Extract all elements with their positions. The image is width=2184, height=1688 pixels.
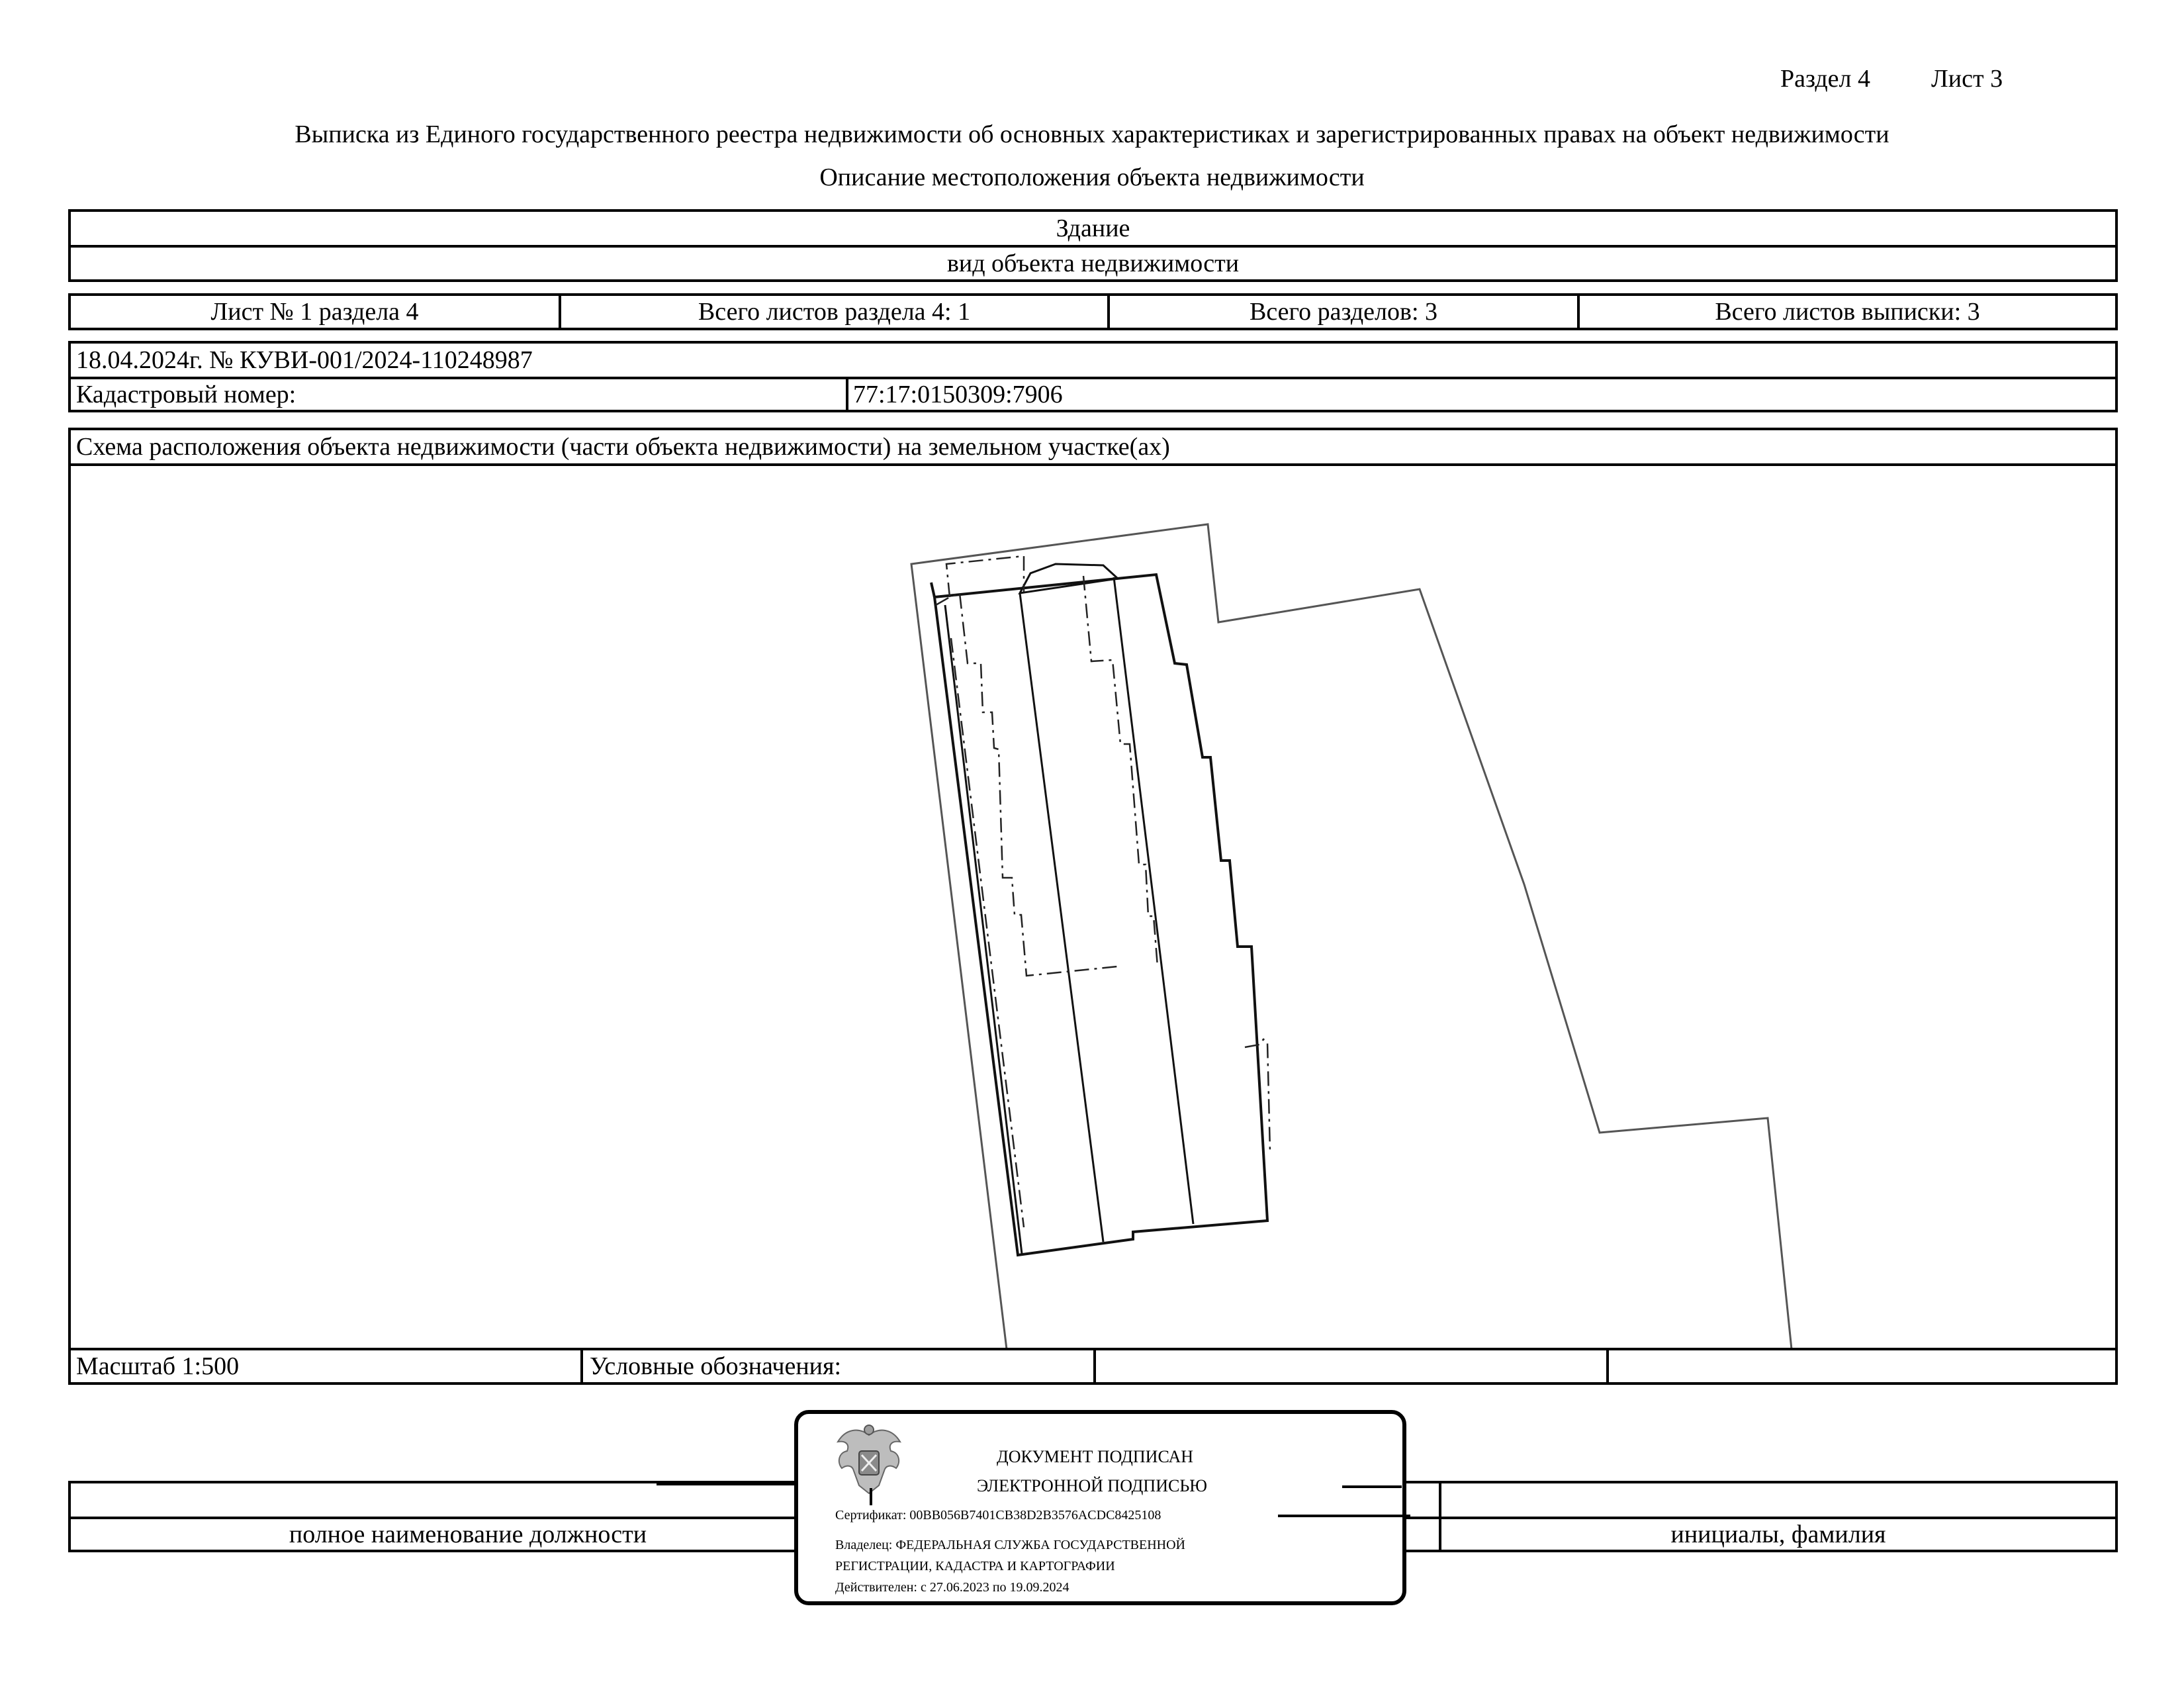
document-title: Выписка из Единого государственного реестра недвижимости об основных характеристиках и зарегистрированных правах на объект недвижимости — [295, 120, 1889, 148]
scheme-block — [68, 428, 2118, 1385]
name-caption: инициалы, фамилия — [1670, 1521, 1886, 1548]
electronic-signature-stamp — [794, 1410, 1406, 1605]
stamp-line-2: ЭЛЕКТРОННОЙ ПОДПИСЬЮ — [977, 1476, 1207, 1495]
building-top-cap — [1020, 564, 1118, 593]
building-wall-right — [1114, 577, 1193, 1224]
section-label: Раздел 4 — [1780, 65, 1870, 93]
sheet-number: Лист № 1 раздела 4 — [210, 298, 419, 326]
total-sheets-extract: Всего листов выписки: 3 — [1715, 298, 1980, 326]
stamp-connector-left — [657, 1483, 798, 1485]
cadastral-label: Кадастровый номер: — [76, 381, 296, 408]
record-block — [68, 341, 2118, 412]
stamp-line-1: ДОКУМЕНТ ПОДПИСАН — [997, 1447, 1194, 1466]
record-date-number: 18.04.2024г. № КУВИ-001/2024-110248987 — [76, 346, 533, 374]
object-part-contour-inner — [951, 638, 1024, 1227]
total-sections: Всего разделов: 3 — [1249, 298, 1438, 326]
object-type-block — [68, 209, 2118, 282]
stamp-valid: Действителен: с 27.06.2023 по 19.09.2024 — [835, 1580, 1069, 1595]
sheet-label: Лист 3 — [1931, 65, 2003, 93]
land-parcel-boundary — [911, 524, 1792, 1349]
site-plan-drawing — [71, 466, 2115, 1349]
scheme-title: Схема расположения объекта недвижимости (части объекта недвижимости) на земельном участке(ах) — [76, 433, 1170, 461]
building-wall-mid — [1020, 593, 1103, 1242]
sheet-info-row — [68, 293, 2118, 330]
object-type-caption: вид объекта недвижимости — [946, 250, 1240, 277]
stamp-owner-1: Владелец: ФЕДЕРАЛЬНАЯ СЛУЖБА ГОСУДАРСТВЕННОЙ — [835, 1538, 1185, 1552]
stamp-owner-2: РЕГИСТРАЦИИ, КАДАСТРА И КАРТОГРАФИИ — [835, 1559, 1115, 1573]
object-type: Здание — [1056, 214, 1130, 242]
legend-label: Условные обозначения: — [590, 1352, 842, 1380]
position-caption: полное наименование должности — [289, 1521, 647, 1548]
total-sheets-section: Всего листов раздела 4: 1 — [698, 298, 971, 326]
cadastral-number: 77:17:0150309:7906 — [853, 381, 1063, 408]
scale-label: Масштаб 1:500 — [76, 1352, 240, 1380]
building-left-edge — [931, 583, 934, 597]
emblem-icon — [833, 1422, 905, 1498]
legend-row — [68, 1348, 2118, 1385]
stamp-certificate: Сертификат: 00BB056B7401CB38D2B3576ACDC8425108 — [835, 1508, 1161, 1523]
document-subtitle: Описание местоположения объекта недвижимости — [819, 164, 1365, 191]
